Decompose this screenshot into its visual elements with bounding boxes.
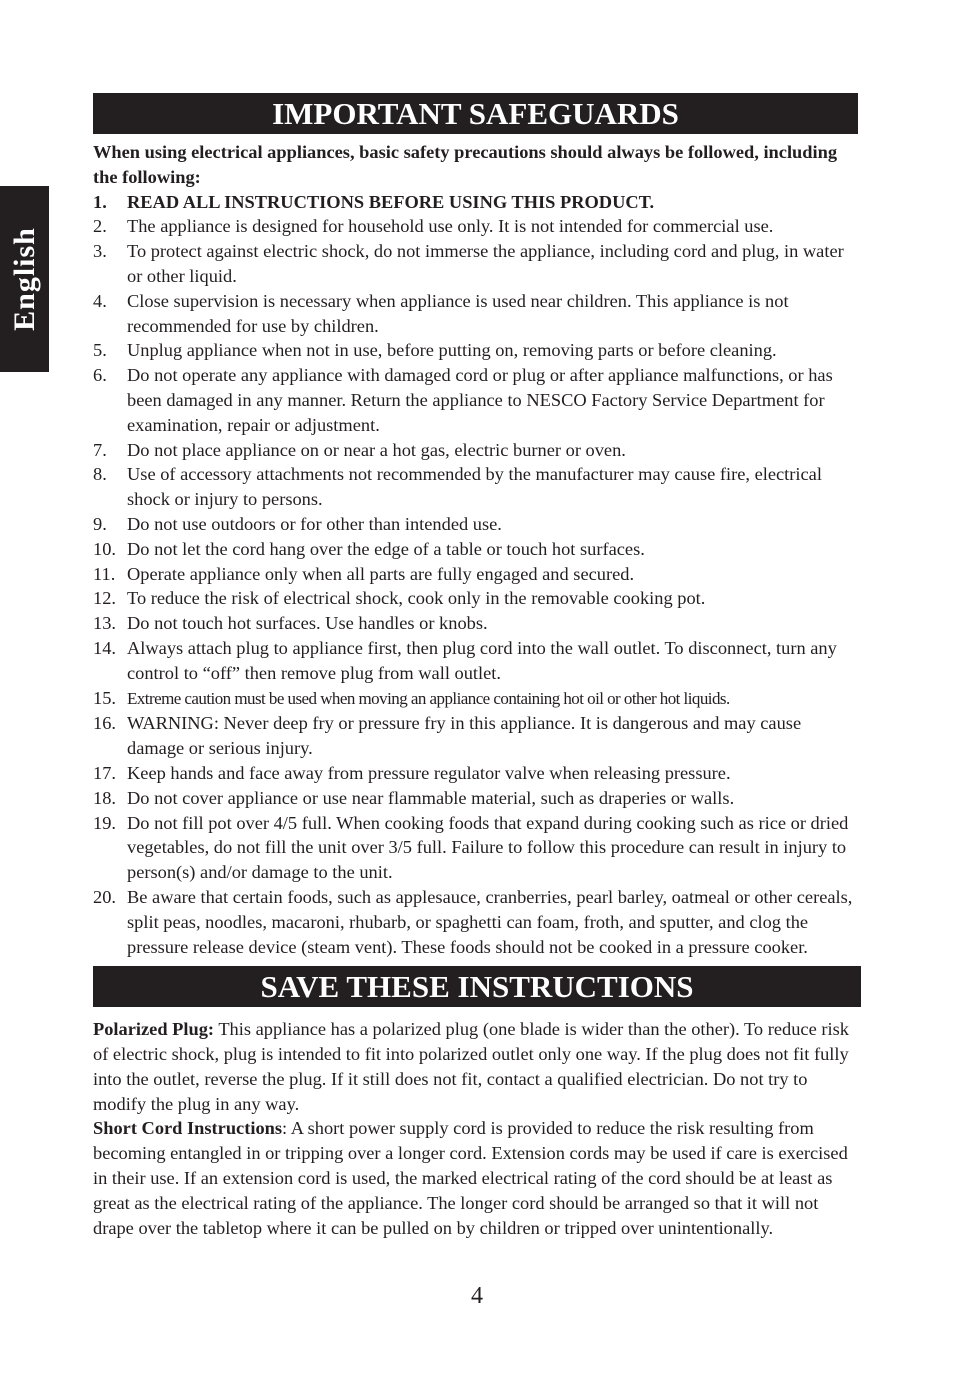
list-item: [93, 711, 861, 761]
item-number: 6.: [93, 365, 107, 386]
item-number: 17.: [93, 762, 116, 783]
list-item: [93, 586, 861, 611]
item-number: 3.: [93, 241, 107, 262]
item-number: 16.: [93, 713, 116, 734]
item-number: 4.: [93, 290, 107, 311]
list-item: [93, 636, 861, 686]
item-text: Do not cover appliance or use near flammable material, such as draperies or walls.: [127, 787, 735, 808]
polarized-plug-paragraph: [93, 1017, 861, 1116]
item-number: 7.: [93, 439, 107, 460]
item-number: 5.: [93, 340, 107, 361]
short-cord-label: Short Cord Instructions: [93, 1118, 283, 1139]
item-number: 18.: [93, 787, 116, 808]
language-tab: [0, 186, 49, 372]
item-text: The appliance is designed for household use only. It is not intended for commercial use.: [127, 216, 774, 237]
item-number: 2.: [93, 216, 107, 237]
list-item: [93, 363, 861, 437]
item-number: 11.: [93, 563, 116, 584]
list-item: [93, 611, 861, 636]
safeguards-intro: When using electrical appliances, basic safety precautions should always be followed, including the following:: [93, 142, 838, 187]
list-item: [93, 512, 861, 537]
page-content: [93, 93, 861, 1240]
item-number: 10.: [93, 538, 116, 559]
list-item: [93, 190, 861, 215]
item-text: Do not use outdoors or for other than intended use.: [127, 513, 502, 534]
item-text: Do not fill pot over 4/5 full. When cooking foods that expand during cooking such as rice or dried vegetables, do not fill the unit over 3/5 full. Failure to follow this procedure can result in injury to person(s) and/or damage to the unit.: [127, 812, 849, 883]
item-number: 13.: [93, 613, 116, 634]
list-item: [93, 289, 861, 339]
list-item: [93, 786, 861, 811]
list-item: [93, 686, 861, 712]
item-text: Always attach plug to appliance first, then plug cord into the wall outlet. To disconnect, turn any control to “off” then remove plug from wall outlet.: [127, 637, 837, 683]
item-number: 20.: [93, 886, 116, 907]
list-item: [93, 438, 861, 463]
safeguards-list: [93, 190, 861, 960]
list-item: [93, 811, 861, 885]
item-text: Do not let the cord hang over the edge of a table or touch hot surfaces.: [127, 538, 645, 559]
list-item: [93, 462, 861, 512]
list-item: [93, 537, 861, 562]
page-number: 4: [471, 1283, 483, 1309]
item-text: Keep hands and face away from pressure regulator valve when releasing pressure.: [127, 762, 731, 783]
item-text: To reduce the risk of electrical shock, cook only in the removable cooking pot.: [127, 588, 706, 609]
short-cord-text: : A short power supply cord is provided to reduce the risk resulting from becoming entangled in or tripping over a longer cord. Extension cords may be used if care is exercised in their use. If an extension cord is used, the marked electrical rating of the cord should be at least as great as the electrical rating of the appliance. The longer cord should be arranged so that it will not drape over the tabletop where it can be pulled on by children or tripped over unintentionally.: [93, 1118, 848, 1238]
list-item: [93, 885, 861, 959]
item-text: Operate appliance only when all parts are fully engaged and secured.: [127, 563, 635, 584]
language-tab-label: English: [7, 227, 41, 331]
item-number: 14.: [93, 637, 116, 658]
list-item: [93, 214, 861, 239]
list-item: [93, 338, 861, 363]
item-number: 19.: [93, 812, 116, 833]
item-text: Do not touch hot surfaces. Use handles or knobs.: [127, 613, 488, 634]
item-text: Be aware that certain foods, such as applesauce, cranberries, pearl barley, oatmeal or other cereals, split peas, noodles, macaroni, rhubarb, or spaghetti can foam, froth, and sputter, and clog the pressure release device (steam vent). These foods should not be cooked in a pressure cooker.: [127, 886, 853, 957]
item-number: 9.: [93, 513, 107, 534]
item-text: Unplug appliance when not in use, before putting on, removing parts or before cleaning.: [127, 340, 777, 361]
item-text: Close supervision is necessary when appliance is used near children. This appliance is not recommended for use by children.: [127, 290, 789, 336]
item-text: Do not operate any appliance with damaged cord or plug or after appliance malfunctions, or has been damaged in any manner. Return the appliance to NESCO Factory Service Department for examination, repair or adjustment.: [127, 365, 833, 435]
item-text: Use of accessory attachments not recommended by the manufacturer may cause fire, electrical shock or injury to persons.: [127, 464, 822, 510]
short-cord-paragraph: [93, 1116, 861, 1240]
item-number: 15.: [93, 687, 116, 708]
list-item: [93, 239, 861, 289]
polarized-plug-label: Polarized Plug:: [93, 1019, 215, 1040]
item-text: Do not place appliance on or near a hot gas, electric burner or oven.: [127, 439, 626, 460]
polarized-plug-text: This appliance has a polarized plug (one blade is wider than the other). To reduce risk of electric shock, plug is intended to fit into polarized outlet only one way. If the plug does not fit fully into the outlet, reverse the plug. If it still does not fit, contact a qualified electrician. Do not try to modify the plug in any way.: [93, 1019, 849, 1114]
item-text: To protect against electric shock, do not immerse the appliance, including cord and plug, in water or other liquid.: [127, 241, 844, 286]
important-safeguards-heading: IMPORTANT SAFEGUARDS: [93, 93, 858, 134]
item-number: 8.: [93, 464, 107, 485]
item-number: 12.: [93, 588, 116, 609]
item-text: READ ALL INSTRUCTIONS BEFORE USING THIS PRODUCT.: [127, 191, 655, 212]
item-text: Extreme caution must be used when moving an appliance containing hot oil or other hot liquids.: [127, 688, 730, 708]
list-item: [93, 562, 861, 587]
save-instructions-heading: SAVE THESE INSTRUCTIONS: [93, 966, 861, 1007]
list-item: [93, 761, 861, 786]
item-text: WARNING: Never deep fry or pressure fry in this appliance. It is dangerous and may cause damage or serious injury.: [127, 713, 802, 759]
item-number: 1.: [93, 191, 107, 212]
